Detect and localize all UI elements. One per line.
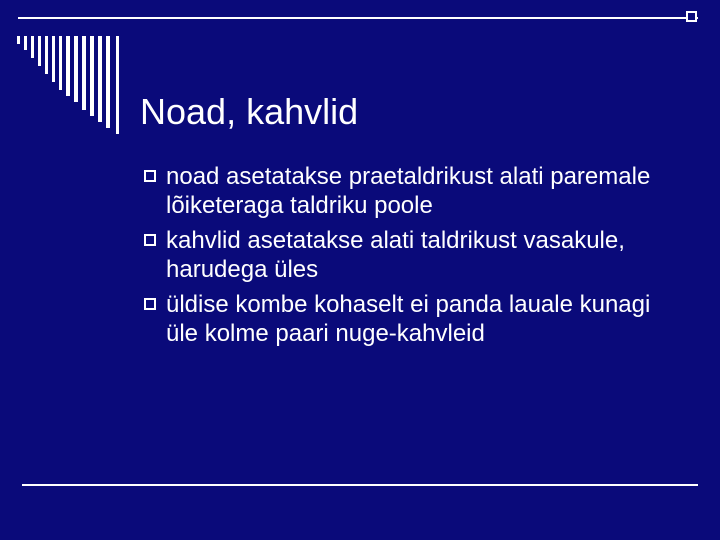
hollow-square-icon [144, 234, 156, 246]
bottom-rule [22, 484, 698, 486]
top-rule [18, 17, 698, 19]
top-rule-cap [686, 11, 697, 22]
bullet-text: noad asetatakse praetaldrikust alati paremale lõiketeraga taldriku poole [166, 163, 651, 219]
bullet-list [144, 162, 684, 354]
slide-title: Noad, kahvlid [140, 91, 359, 133]
bullet-text: kahvlid asetatakse alati taldrikust vasakule, harudega üles [166, 227, 625, 283]
decorative-stripes [0, 0, 130, 135]
hollow-square-icon [144, 170, 156, 182]
bullet-text: üldise kombe kohaselt ei panda lauale kunagi üle kolme paari nuge-kahvleid [166, 291, 651, 347]
hollow-square-icon [144, 298, 156, 310]
bullet-item [144, 162, 684, 220]
bullet-item [144, 226, 684, 284]
bullet-item [144, 290, 684, 348]
